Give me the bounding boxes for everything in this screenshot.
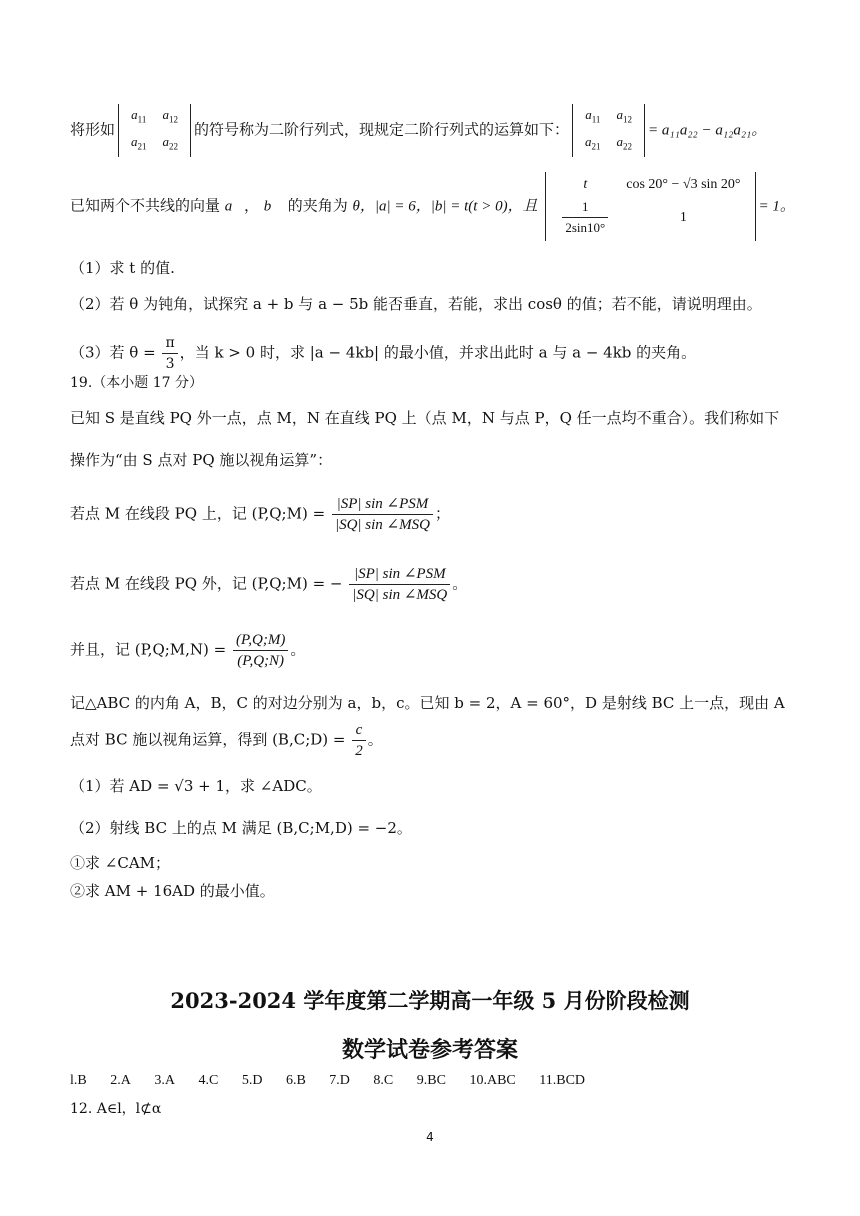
q19-case1-a: 若点 M 在线段 PQ 上，记 (P,Q;M) =: [70, 504, 326, 523]
det-cos: cos 20° − √3 sin 20°: [626, 177, 741, 192]
vector-b: b⃗: [263, 198, 283, 215]
det-frac-den: 2sin10°: [565, 220, 606, 235]
q18-intro-b: 的符号称为二阶行列式，现规定二阶行列式的运算如下：: [194, 120, 570, 139]
answer-list: [70, 1073, 605, 1089]
answer-item: 10.ABC: [469, 1073, 516, 1088]
part3-frac: [162, 333, 177, 374]
q18-known-c: 的夹角为: [287, 196, 348, 215]
q19-tri2: [70, 720, 383, 761]
q18-known: [70, 172, 795, 241]
q19-s2: （2）射线 BC 上的点 M 满足 (B,C;M,D) = −2。: [70, 819, 412, 837]
part3-num: π: [162, 333, 177, 354]
tri2-num: c: [352, 720, 366, 741]
answer-item: 11.BCD: [539, 1073, 586, 1088]
q19-p2: 操作为“由 S 点对 PQ 施以视角运算”：: [70, 451, 333, 469]
case1-den: |SQ| sin ∠MSQ: [334, 517, 430, 533]
theta: θ: [352, 198, 360, 215]
q19-and-a: 并且，记 (P,Q;M,N) =: [70, 640, 227, 659]
answer-item: 2.A: [110, 1073, 131, 1088]
q18-part3-a: （3）若 θ =: [70, 343, 156, 362]
part3-den: 3: [165, 356, 175, 372]
answer-item: 3.A: [154, 1073, 175, 1088]
tri2-den: 2: [355, 743, 363, 759]
q19-case1-b: ；: [434, 504, 450, 523]
answer-subtitle: 数学试卷参考答案: [341, 1037, 518, 1063]
det-t: t: [583, 177, 588, 192]
q19-and-b: 。: [290, 640, 306, 659]
case1-frac: [332, 494, 433, 535]
vector-a: a⃗: [224, 198, 244, 215]
det-frac: [562, 197, 608, 238]
answer-item: 9.BC: [416, 1073, 446, 1088]
answer-title: 2023-2024 学年度第二学期高一年级 5 月份阶段检测: [170, 988, 690, 1013]
q19-s2b: ②求 AM + 16AD 的最小值。: [70, 882, 275, 900]
determinant-symbol-2: $a_{11}$ $a_{12}$ $a_{21}$ $a_{22}$: [572, 104, 645, 157]
answer-item: 7.D: [329, 1073, 350, 1088]
q18-part1: （1）求 t 的值.: [70, 259, 175, 277]
q18-known-d: ，|a| = 6，|b| = t(t > 0)，且: [359, 198, 538, 215]
q19-case2-a: 若点 M 在线段 PQ 外，记 (P,Q;M) = −: [70, 574, 343, 593]
answer-12: 12. A∈l，l⊄α: [70, 1101, 162, 1117]
case2-num: |SP| sin ∠PSM: [349, 564, 450, 585]
q19-header: 19.（本小题 17 分）: [70, 375, 203, 391]
q19-s1: （1）若 AD = √3 + 1，求 ∠ADC。: [70, 777, 322, 795]
case2-den: |SQ| sin ∠MSQ: [352, 587, 448, 603]
q18-part3: [70, 333, 696, 374]
case1-num: |SP| sin ∠PSM: [332, 494, 433, 515]
q19-p1: 已知 S 是直线 PQ 外一点，点 M，N 在直线 PQ 上（点 M，N 与点 P，Q 任一点均不重合）。我们称如下: [70, 409, 780, 427]
q19-tri2-b: 。: [367, 730, 383, 749]
q19-tri2-a: 点对 BC 施以视角运算，得到 (B,C;D) =: [70, 730, 346, 749]
q18-part2: （2）若 θ 为钝角，试探究 a + b 与 a − 5b 能否垂直，若能，求出 cosθ 的值；若不能，请说明理由。: [70, 295, 762, 313]
and-frac: [233, 630, 288, 671]
q19-and: [70, 630, 305, 671]
determinant-main: [545, 172, 755, 241]
q19-case2-b: 。: [452, 574, 468, 593]
and-den: (P,Q;N): [237, 653, 285, 669]
answer-item: 4.C: [198, 1073, 219, 1088]
q18-intro-a: 将形如: [70, 120, 116, 139]
q19-case1: [70, 494, 450, 535]
q19-s2a: ①求 ∠CAM；: [70, 854, 171, 872]
answer-item: 8.C: [373, 1073, 394, 1088]
answer-item: 6.B: [285, 1073, 306, 1088]
q18-known-b: ，: [243, 196, 259, 215]
q19-case2: [70, 564, 467, 605]
determinant-symbol-1: $a_{11}$ $a_{12}$ $a_{21}$ $a_{22}$: [118, 104, 191, 157]
answer-item: 5.D: [241, 1073, 263, 1088]
det-frac-num: 1: [562, 197, 608, 218]
q18-intro: [70, 104, 766, 157]
tri2-frac: [352, 720, 366, 761]
page-number: 4: [426, 1130, 434, 1144]
q18-known-a: 已知两个不共线的向量: [70, 196, 221, 215]
q18-part3-b: ，当 k > 0 时，求 |a − 4kb| 的最小值，并求出此时 a 与 a − 4kb 的夹角。: [179, 343, 697, 362]
det-one: 1: [679, 209, 687, 225]
q19-tri1: 记△ABC 的内角 A，B，C 的对边分别为 a，b，c。已知 b = 2，A = 60°，D 是射线 BC 上一点，现由 A: [70, 694, 785, 712]
answer-item: l.B: [70, 1073, 87, 1088]
det-eq: = 1。: [758, 198, 795, 215]
case2-frac: [349, 564, 450, 605]
and-num: (P,Q;M): [233, 630, 288, 651]
q18-intro-c: = a₁₁a₂₂ − a₁₂a₂₁。: [648, 122, 767, 139]
